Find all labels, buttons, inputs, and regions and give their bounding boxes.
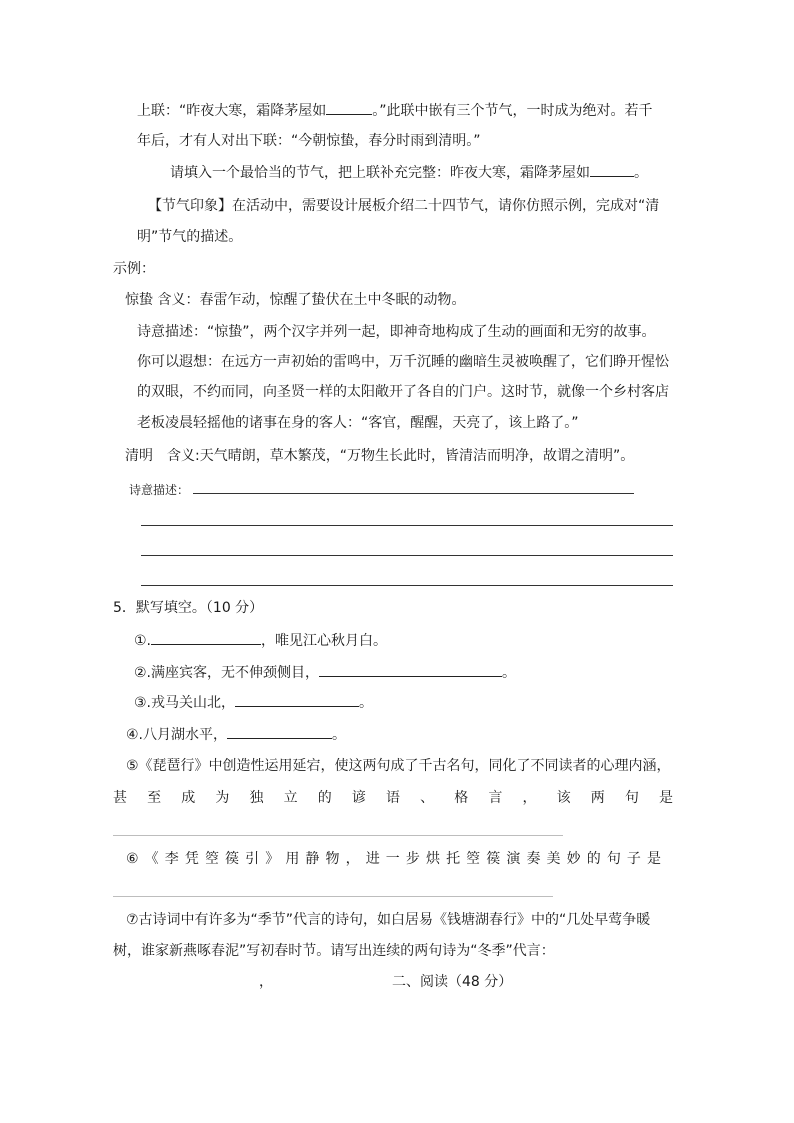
q5-item-7-line2: 树，谁家新燕啄春泥”写初春时节。请写出连续的两句诗为“冬季”代言： bbox=[113, 943, 555, 959]
q5-item-4 bbox=[126, 724, 346, 745]
char: 、 bbox=[420, 790, 435, 806]
char: ⑥ bbox=[126, 851, 139, 867]
jingzhe-desc-1: 诗意描述：“惊蛰”，两个汉字并列一起，即神奇地构成了生动的画面和无穷的故事。 bbox=[137, 324, 656, 340]
char: 该 bbox=[556, 790, 571, 806]
char: 至 bbox=[147, 790, 162, 806]
jingzhe-meaning: 惊蛰 含义：春雷乍动，惊醒了蛰伏在土中冬眠的动物。 bbox=[125, 292, 466, 308]
char: 独 bbox=[249, 790, 264, 806]
char: 演 bbox=[506, 851, 521, 867]
char: 子 bbox=[626, 851, 641, 867]
answer-line[interactable] bbox=[193, 493, 634, 494]
q5-item-2 bbox=[134, 662, 516, 683]
char: 李 bbox=[164, 851, 179, 867]
answer-line[interactable] bbox=[141, 525, 673, 526]
text: ①. bbox=[134, 633, 152, 649]
text: 。 bbox=[359, 695, 374, 711]
char: 甚 bbox=[113, 790, 127, 806]
char: 《 bbox=[144, 851, 159, 867]
char: 用 bbox=[285, 851, 300, 867]
text: 。”此联中嵌有三个节气，一时成为绝对。若千 bbox=[372, 103, 653, 119]
text: ②.满座宾客，无不伸颈侧目， bbox=[134, 665, 320, 681]
q5-item-5-line2 bbox=[113, 788, 673, 808]
q5-item-5-line1: ⑤《琵琶行》中创造性运用延宕，使这两句成了千古名句，同化了不同读者的心理内涵， bbox=[126, 758, 671, 774]
solar-term-task-cont: 明”节气的描述。 bbox=[137, 229, 243, 245]
char: 句 bbox=[606, 851, 621, 867]
char: 引 bbox=[245, 851, 260, 867]
char: 是 bbox=[659, 790, 673, 806]
char: 箜 bbox=[204, 851, 219, 867]
couplet-line-2: 年后，才有人对出下联：“今朝惊蛰，春分时雨到清明。” bbox=[137, 133, 481, 149]
char: 的 bbox=[317, 790, 332, 806]
char: 句 bbox=[624, 790, 639, 806]
text: 。 bbox=[332, 727, 347, 743]
char: 为 bbox=[215, 790, 230, 806]
char: 篌 bbox=[486, 851, 501, 867]
comma-separator: ， bbox=[259, 974, 273, 990]
char: 谚 bbox=[351, 790, 366, 806]
char: 成 bbox=[181, 790, 196, 806]
char: 是 bbox=[647, 851, 661, 867]
jingzhe-desc-3: 的双眼，不约而同，向圣贤一样的太阳敞开了各自的门户。这时节，就像一个乡村客店 bbox=[137, 384, 669, 400]
answer-blank[interactable] bbox=[326, 100, 372, 115]
q5-item-1 bbox=[134, 630, 387, 651]
q5-item-7-line1: ⑦古诗词中有许多为“季节”代言的诗句，如白居易《钱塘湖春行》中的“几处早莺争暖 bbox=[126, 912, 651, 928]
text: 上联：“昨夜大寒，霜降茅屋如 bbox=[137, 103, 327, 119]
answer-line[interactable] bbox=[113, 896, 553, 897]
couplet-line-1 bbox=[137, 100, 653, 121]
char: 托 bbox=[446, 851, 461, 867]
text: 。 bbox=[502, 665, 517, 681]
char: 妙 bbox=[566, 851, 581, 867]
q5-item-3 bbox=[134, 692, 373, 713]
qingming-desc-label: 诗意描述： bbox=[129, 483, 190, 497]
section-2-title: 二、阅读（48 分） bbox=[392, 974, 513, 990]
solar-term-task: 【节气印象】在活动中，需要设计展板介绍二十四节气，请你仿照示例，完成对“清 bbox=[148, 198, 660, 214]
char: 言 bbox=[488, 790, 503, 806]
question-5-title: 5．默写填空。（10 分） bbox=[113, 600, 264, 616]
char: 》 bbox=[265, 851, 280, 867]
text: ③.戎马关山北， bbox=[134, 695, 236, 711]
qingming-meaning: 清明 含义:天气晴朗，草木繁茂，“万物生长此时，皆清洁而明净，故谓之清明”。 bbox=[125, 448, 635, 464]
answer-line[interactable] bbox=[113, 835, 563, 836]
jingzhe-desc-4: 老板凌晨轻摇他的诸事在身的客人：“客官，醒醒，天亮了，该上路了。” bbox=[137, 415, 579, 431]
answer-blank[interactable] bbox=[590, 162, 634, 177]
q5-item-6 bbox=[126, 849, 661, 869]
char: 烘 bbox=[425, 851, 440, 867]
answer-blank[interactable] bbox=[319, 662, 502, 677]
char: 立 bbox=[283, 790, 298, 806]
answer-line[interactable] bbox=[141, 555, 673, 556]
char: ， bbox=[522, 790, 537, 806]
text: 。 bbox=[634, 165, 648, 181]
char: 两 bbox=[590, 790, 605, 806]
char: 美 bbox=[546, 851, 561, 867]
answer-blank[interactable] bbox=[235, 692, 359, 707]
fill-instruction bbox=[170, 162, 648, 183]
char: 进 bbox=[365, 851, 380, 867]
answer-line[interactable] bbox=[141, 585, 673, 586]
char: 物 bbox=[325, 851, 340, 867]
answer-blank[interactable] bbox=[227, 724, 332, 739]
char: 奏 bbox=[526, 851, 541, 867]
jingzhe-desc-2: 你可以遐想：在远方一声初始的雷鸣中，万千沉睡的幽暗生灵被唤醒了，它们睁开惺忪 bbox=[137, 354, 669, 370]
answer-blank[interactable] bbox=[151, 630, 261, 645]
example-label: 示例： bbox=[113, 261, 155, 277]
text: ④.八月湖水平， bbox=[126, 727, 228, 743]
char: ， bbox=[345, 851, 360, 867]
char: 箜 bbox=[466, 851, 481, 867]
char: 一 bbox=[385, 851, 400, 867]
text: 请填入一个最恰当的节气，把上联补充完整：昨夜大寒，霜降茅屋如 bbox=[170, 165, 590, 181]
char: 语 bbox=[386, 790, 400, 806]
char: 篌 bbox=[225, 851, 240, 867]
char: 步 bbox=[405, 851, 420, 867]
char: 凭 bbox=[184, 851, 199, 867]
text: ，唯见江心秋月白。 bbox=[261, 633, 388, 649]
char: 的 bbox=[586, 851, 601, 867]
char: 静 bbox=[305, 851, 320, 867]
char: 格 bbox=[454, 790, 469, 806]
